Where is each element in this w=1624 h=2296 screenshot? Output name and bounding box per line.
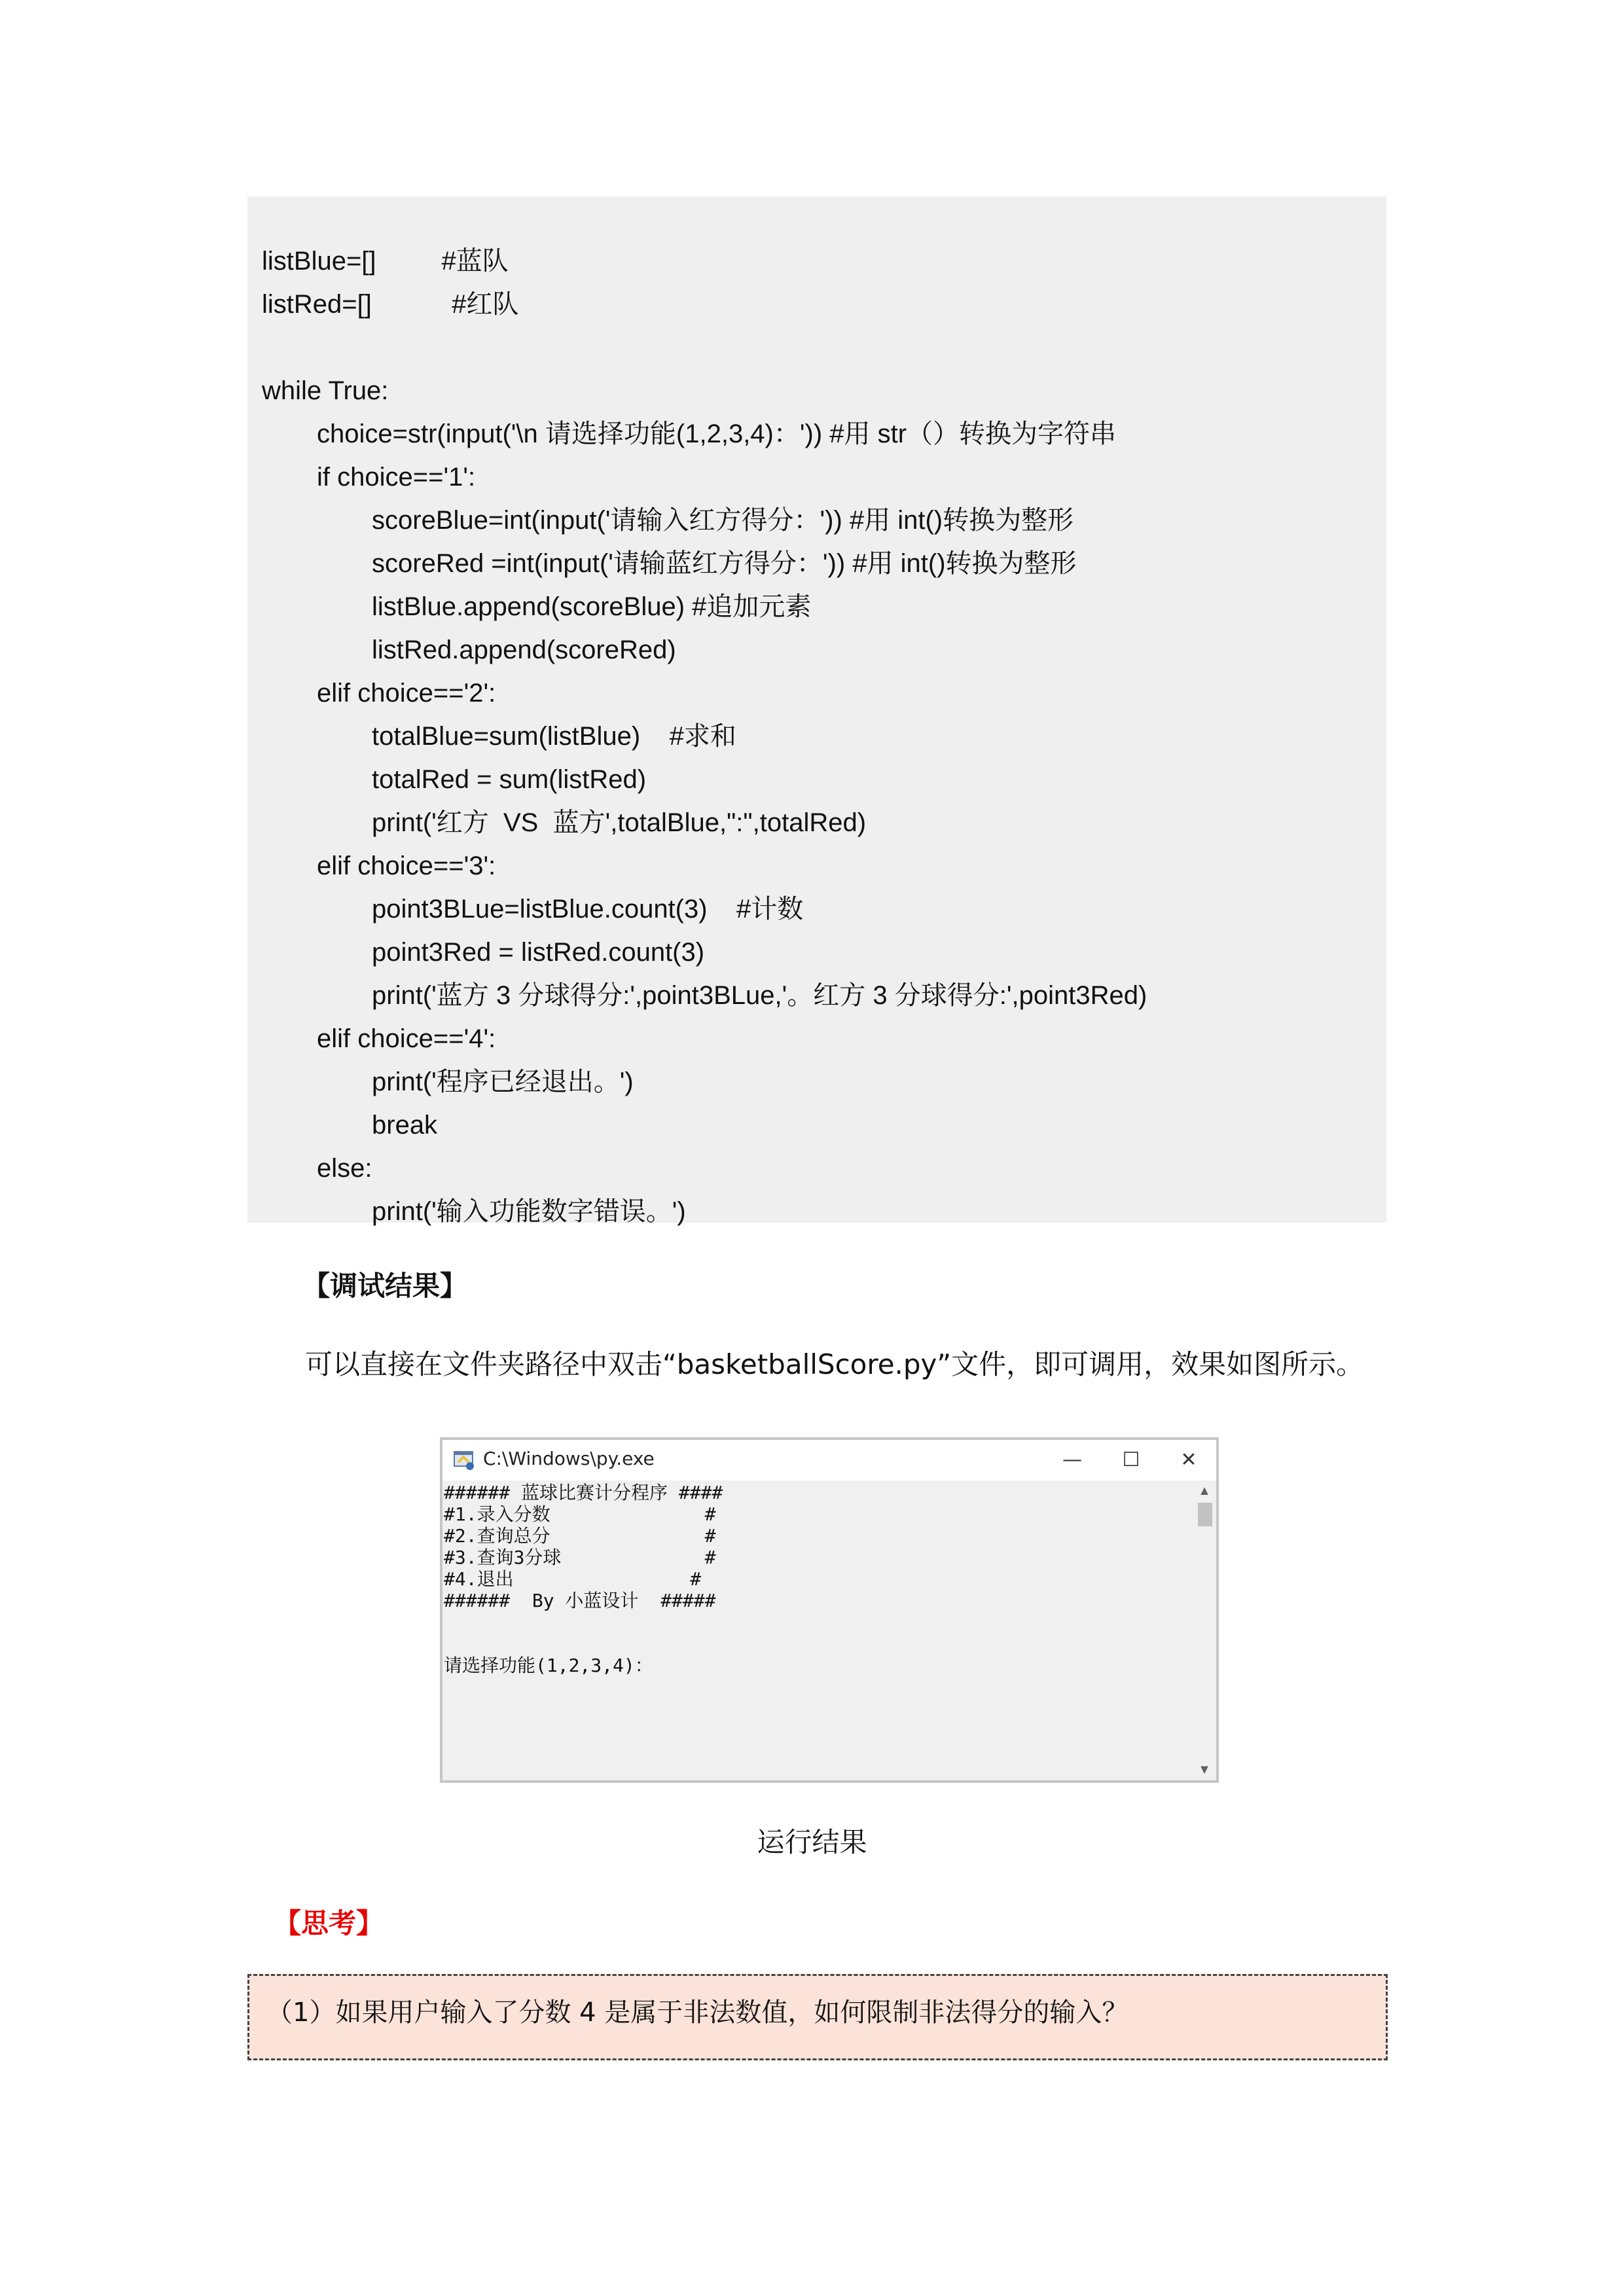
console-line (444, 1611, 1183, 1633)
code-line: scoreBlue=int(input('请输入红方得分：')) #用 int()转换为整形 (372, 506, 1074, 535)
vertical-scrollbar[interactable] (1193, 1480, 1216, 1780)
console-titlebar (442, 1440, 1216, 1480)
console-line: #4.退出 # (444, 1568, 702, 1590)
code-line: scoreRed =int(input('请输蓝红方得分：')) #用 int()转换为整形 (372, 549, 1077, 578)
code-line: listBlue.append(scoreBlue) #追加元素 (372, 592, 812, 621)
code-line: print('红方 VS 蓝方',totalBlue,":",totalRed) (372, 808, 867, 837)
code-line: point3BLue=listBlue.count(3) #计数 (372, 895, 804, 924)
console-line: #2.查询总分 # (444, 1525, 716, 1547)
figure-caption: 运行结果 (757, 1826, 867, 1858)
console-line (444, 1633, 1183, 1655)
window-title: C:\Windows\py.exe (483, 1448, 655, 1469)
code-line: else: (317, 1154, 372, 1183)
think-heading: 【思考】 (274, 1907, 384, 1939)
code-line: elif choice=='4': (317, 1024, 496, 1053)
code-line: print('蓝方 3 分球得分:',point3BLue,'。红方 3 分球得分:',point3Red) (372, 981, 1147, 1010)
code-line: elif choice=='2': (317, 679, 496, 708)
scroll-up-icon[interactable]: ▲ (1198, 1484, 1211, 1498)
think-box (247, 1974, 1388, 2060)
scroll-thumb[interactable] (1198, 1503, 1212, 1526)
debug-paragraph: 可以直接在文件夹路径中双击“basketballScore.py”文件，即可调用，效果如图所示。 (305, 1348, 1364, 1380)
maximize-button[interactable]: ☐ (1122, 1448, 1140, 1471)
console-line: #3.查询3分球 # (444, 1547, 716, 1568)
scroll-down-icon[interactable]: ▼ (1198, 1763, 1211, 1777)
code-line: print('输入功能数字错误。') (372, 1197, 686, 1226)
python-app-icon (453, 1449, 475, 1471)
console-line: ###### By 小蓝设计 ##### (444, 1590, 716, 1611)
code-line: choice=str(input('\n 请选择功能(1,2,3,4)：')) #用 str（）转换为字符串 (317, 420, 1117, 448)
code-line: break (372, 1111, 438, 1139)
console-line: #1.录入分数 # (444, 1503, 716, 1525)
code-line: while True: (262, 376, 389, 405)
code-line: if choice=='1': (317, 463, 476, 492)
code-line: elif choice=='3': (317, 852, 496, 880)
code-line: print('程序已经退出。') (372, 1067, 634, 1096)
code-block (247, 196, 1386, 1226)
code-line: point3Red = listRed.count(3) (372, 938, 705, 967)
code-line: totalBlue=sum(listBlue) #求和 (372, 722, 736, 751)
minimize-button[interactable]: — (1062, 1448, 1082, 1471)
console-prompt: 请选择功能(1,2,3,4)： (444, 1655, 653, 1676)
code-line: totalRed = sum(listRed) (372, 765, 647, 794)
code-line: listBlue=[] #蓝队 (262, 247, 509, 276)
think-question: （1）如果用户输入了分数 4 是属于非法数值，如何限制非法得分的输入？ (266, 1998, 1128, 2028)
debug-heading: 【调试结果】 (302, 1270, 468, 1302)
code-line: listRed=[] #红队 (262, 290, 519, 319)
code-line: listRed.append(scoreRed) (372, 636, 676, 664)
close-button[interactable]: ✕ (1180, 1448, 1197, 1471)
console-line: ###### 蓝球比赛计分程序 #### (444, 1482, 723, 1503)
console-output (444, 1482, 1183, 1676)
console-window (440, 1437, 1219, 1783)
